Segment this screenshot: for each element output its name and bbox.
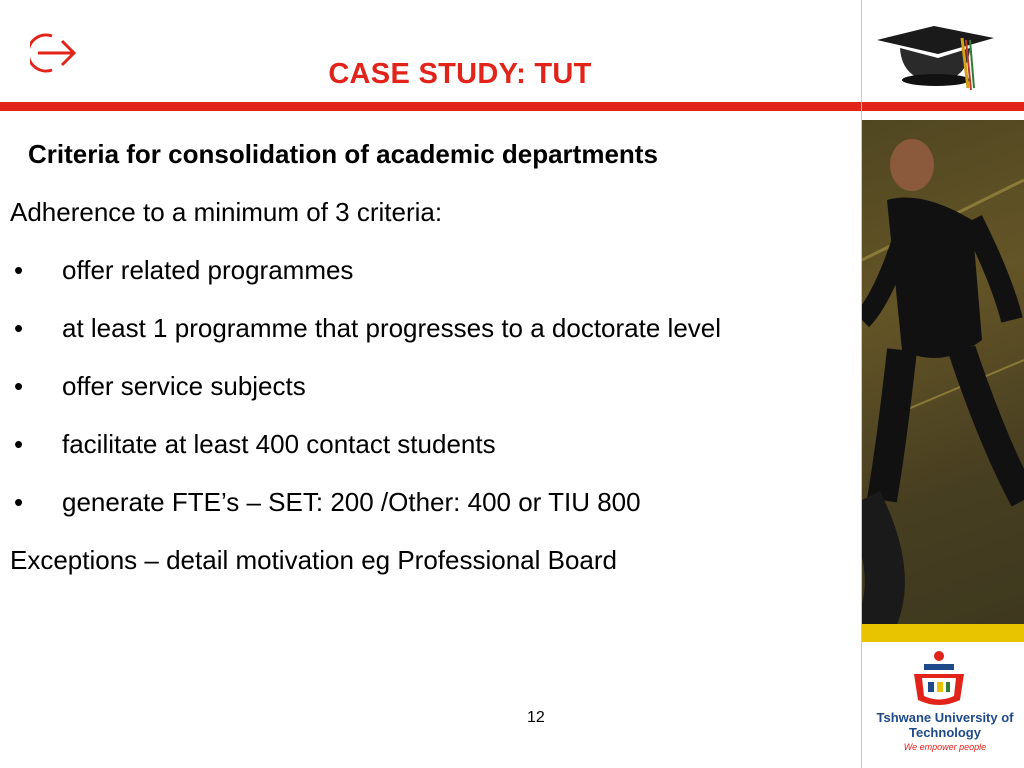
page-number: 12 [527, 709, 545, 726]
exceptions-text: Exceptions – detail motivation eg Professional Board [10, 545, 618, 575]
tut-crest-icon [904, 648, 974, 710]
bullet-item [10, 254, 860, 286]
bullet-item [10, 370, 860, 402]
slide-body [10, 138, 860, 576]
arrow-right-icon [30, 30, 80, 76]
bullet-text: at least 1 programme that progresses to a doctorate level [62, 313, 722, 343]
bullet-text: generate FTE’s – SET: 200 /Other: 400 or TIU 800 [62, 487, 641, 517]
bullet-item [10, 312, 860, 344]
bullet-marker: • [14, 255, 24, 285]
subheading: Criteria for consolidation of academic departments [28, 139, 658, 169]
graduation-cap-icon [872, 18, 997, 98]
dancer-photo [862, 120, 1024, 630]
intro-text: Adherence to a minimum of 3 criteria: [10, 197, 443, 227]
bullet-item [10, 486, 860, 518]
bullet-marker: • [14, 429, 24, 459]
bullet-text: facilitate at least 400 contact students [62, 429, 496, 459]
bullet-item [10, 428, 860, 460]
bullet-marker: • [14, 371, 24, 401]
photo-accent-stripe [862, 624, 1024, 642]
dancer-figure [862, 120, 1024, 630]
title-divider [0, 102, 1024, 111]
university-tagline: We empower people [903, 742, 987, 752]
bullet-text: offer service subjects [62, 371, 306, 401]
bullet-text: offer related programmes [62, 255, 354, 285]
bullet-marker: • [14, 487, 24, 517]
bullet-marker: • [14, 313, 24, 343]
university-name: Tshwane University of Technology [876, 710, 1014, 740]
slide-title: CASE STUDY: TUT [328, 58, 592, 90]
